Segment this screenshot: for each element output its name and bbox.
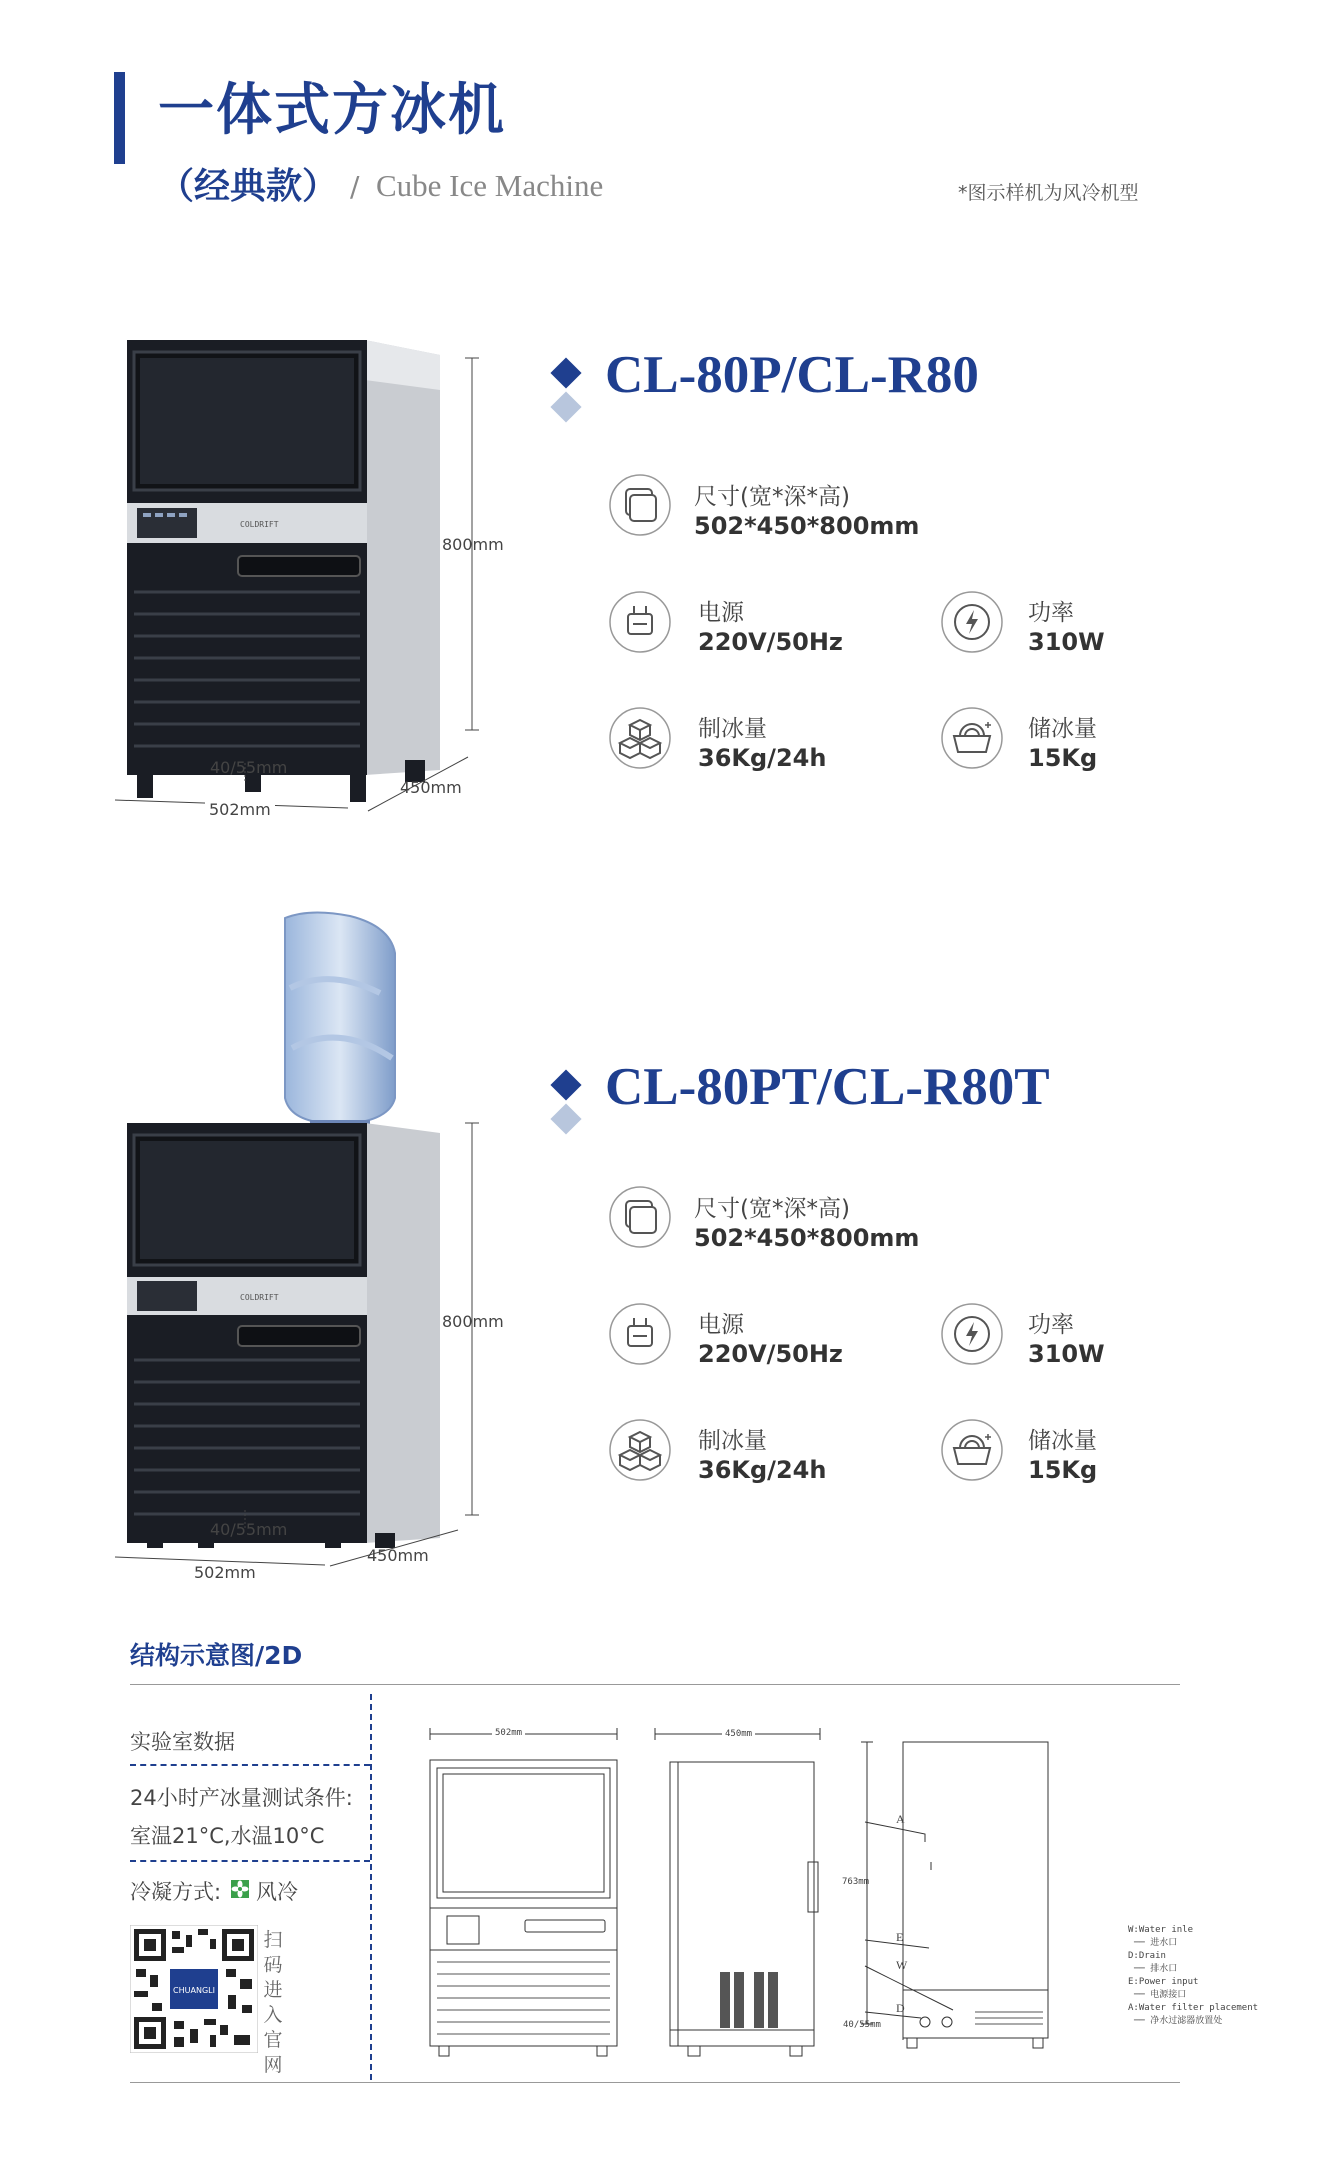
side-view-drawing [650, 1722, 830, 2062]
front-view-drawing [425, 1722, 625, 2062]
dimension-lines [110, 1120, 510, 1590]
qr-caption: 扫 码 进 入 官 网 [263, 1929, 283, 2076]
dashed-divider [130, 1764, 370, 1766]
size-label: 尺寸(宽*深*高) [694, 1196, 850, 1222]
dashed-vertical-divider [370, 1694, 372, 2080]
model-diamond-light [550, 1103, 581, 1134]
wattage-value: 310W [1028, 628, 1105, 656]
dim-width: 502mm [190, 1563, 260, 1582]
condensing-label: 冷凝方式: [130, 1880, 222, 1904]
brand-strip-text: COLDRIFT [240, 520, 279, 529]
test-conditions: 24小时产冰量测试条件: [130, 1786, 353, 1810]
dim-depth: 450mm [400, 778, 462, 797]
connection-legend: W:Water inle ── 进水口 D:Drain ── 排水口 E:Power input ── 电源接口 A:Water filter placement ── 净水过滤器放置处 [1128, 1925, 1259, 2026]
rear-feet-label: 40/55mm [843, 2020, 881, 2030]
section-title: 结构示意图/2D [130, 1641, 303, 1670]
page-title: 一体式方冰机 [158, 77, 506, 143]
dim-feet: 40/55mm [210, 758, 288, 777]
fan-icon [230, 1879, 250, 1899]
point-d: D [896, 2001, 905, 2015]
dim-depth: 450mm [367, 1546, 429, 1565]
wattage-value: 310W [1028, 1340, 1105, 1368]
dim-height: 800mm [442, 535, 504, 554]
point-w: W [896, 1958, 908, 1972]
dashed-divider [130, 1860, 370, 1862]
dim-height: 800mm [442, 1312, 504, 1331]
wattage-label: 功率 [1028, 600, 1074, 626]
title-english: Cube Ice Machine [376, 168, 604, 203]
test-values: 室温21°C,水温10°C [130, 1824, 325, 1848]
section-divider [130, 1684, 1180, 1685]
power-plug-icon [608, 1302, 672, 1366]
brand-strip-text: COLDRIFT [240, 1293, 279, 1302]
ice-label: 制冰量 [698, 716, 767, 742]
section-divider-bottom [130, 2082, 1180, 2083]
lightning-icon [940, 590, 1004, 654]
dimension-lines [110, 355, 510, 825]
size-value: 502*450*800mm [694, 512, 920, 540]
point-a: A [896, 1812, 905, 1826]
size-icon [608, 473, 672, 537]
storage-value: 15Kg [1028, 744, 1098, 772]
power-value: 220V/50Hz [698, 628, 843, 656]
size-icon [608, 1185, 672, 1249]
title-separator: / [350, 170, 360, 203]
dim-feet: 40/55mm [210, 1520, 288, 1539]
sample-note: *图示样机为风冷机型 [958, 182, 1139, 204]
ice-cubes-icon [608, 706, 672, 770]
ice-bin-icon [940, 706, 1004, 770]
wattage-label: 功率 [1028, 1312, 1074, 1338]
storage-value: 15Kg [1028, 1456, 1098, 1484]
storage-label: 储冰量 [1028, 716, 1097, 742]
side-depth-label: 450mm [722, 1729, 755, 1739]
model-name: CL-80PT/CL-R80T [605, 1058, 1050, 1116]
ice-value: 36Kg/24h [698, 744, 827, 772]
title-accent-bar [114, 72, 125, 164]
size-label: 尺寸(宽*深*高) [694, 484, 850, 510]
power-plug-icon [608, 590, 672, 654]
size-value: 502*450*800mm [694, 1224, 920, 1252]
lab-title: 实验室数据 [130, 1730, 235, 1754]
model-diamond-light [550, 391, 581, 422]
point-e: E [896, 1930, 904, 1944]
model-name: CL-80P/CL-R80 [605, 346, 979, 404]
power-label: 电源 [698, 600, 744, 626]
model-diamond [550, 1069, 581, 1100]
page-subtitle: （经典款） [158, 165, 339, 207]
rear-view-drawing [835, 1722, 1135, 2062]
qr-code[interactable] [130, 1925, 258, 2053]
ice-cubes-icon [608, 1418, 672, 1482]
ice-value: 36Kg/24h [698, 1456, 827, 1484]
qr-logo-text: CHUANGLI [173, 1986, 215, 1995]
rear-height-label: 763mm [842, 1877, 870, 1887]
front-width-label: 502mm [492, 1728, 525, 1738]
ice-bin-icon [940, 1418, 1004, 1482]
model-diamond [550, 357, 581, 388]
ice-label: 制冰量 [698, 1428, 767, 1454]
storage-label: 储冰量 [1028, 1428, 1097, 1454]
condensing-value: 风冷 [256, 1880, 298, 1904]
lightning-icon [940, 1302, 1004, 1366]
power-value: 220V/50Hz [698, 1340, 843, 1368]
dim-width: 502mm [205, 800, 275, 819]
power-label: 电源 [698, 1312, 744, 1338]
